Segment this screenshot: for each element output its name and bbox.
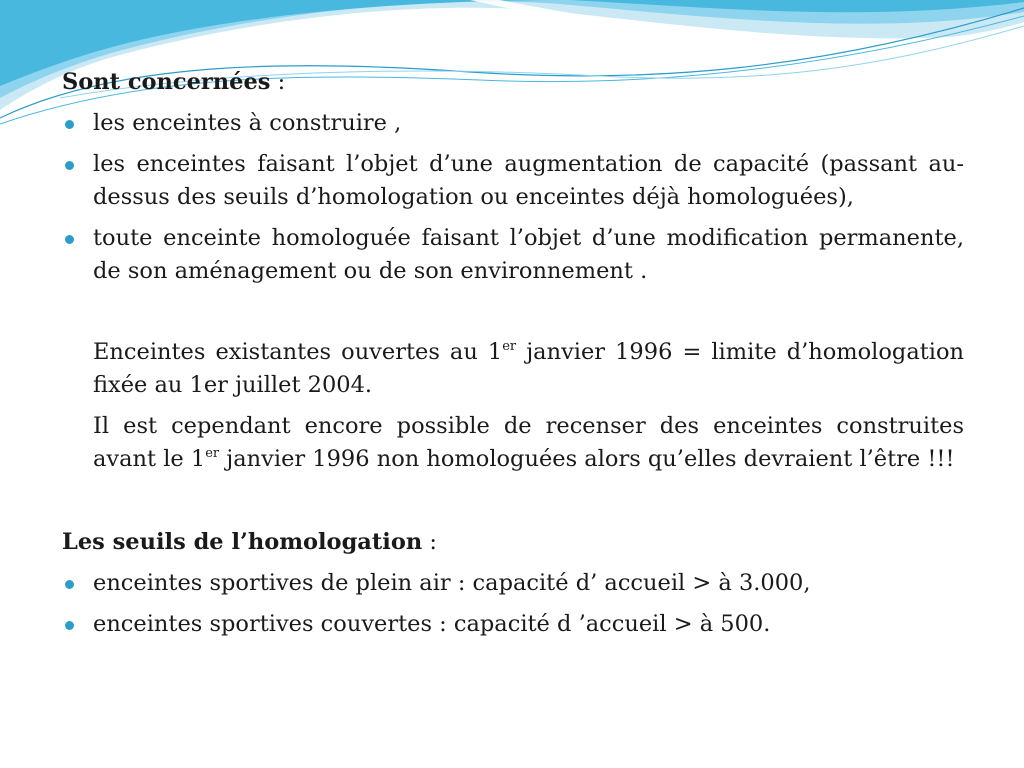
thresholds-list [62,567,964,641]
para-text: janvier 1996 non homologuées alors qu’elles devraient l’être !!! [219,446,955,472]
unregistered-enclosures-paragraph [62,410,964,476]
concerned-list [62,107,964,288]
list-item-text: les enceintes faisant l’objet d’une augmentation de capacité (passant au-dessus des seuils d’homologation ou enceintes déjà homologuées), [93,151,964,210]
existing-enclosures-paragraph [62,336,964,402]
para-text: janvier 1996 = limite d’homologation fixée au 1er juillet 2004. [93,339,965,398]
bullet-icon [65,235,74,244]
heading-suffix: : [270,69,286,95]
list-item [62,107,964,140]
bullet-icon [65,621,74,630]
superscript: er [205,446,220,461]
list-item [62,148,964,214]
heading-suffix: : [422,529,437,555]
list-item-text: les enceintes à construire , [93,110,402,136]
list-item [62,222,964,288]
list-item [62,608,964,641]
heading-text: Les seuils de l’homologation [62,529,423,555]
bullet-icon [65,161,74,170]
slide-content [62,66,964,649]
para-text: Il est cependant encore possible de recenser des enceintes construites avant le 1 [93,413,964,472]
section-heading-concerned [62,66,964,99]
section-heading-thresholds [62,526,964,559]
bullet-icon [65,120,74,129]
para-text: Enceintes existantes ouvertes au 1 [93,339,503,365]
list-item-text: enceintes sportives couvertes : capacité d ’accueil > à 500. [93,611,771,637]
bullet-icon [65,580,74,589]
list-item-text: enceintes sportives de plein air : capacité d’ accueil > à 3.000, [93,570,811,596]
superscript: er [502,339,517,354]
heading-text: Sont concernées [62,69,271,95]
list-item-text: toute enceinte homologuée faisant l’objet d’une modification permanente, de son aménagement ou de son environnement . [93,225,964,284]
list-item [62,567,964,600]
